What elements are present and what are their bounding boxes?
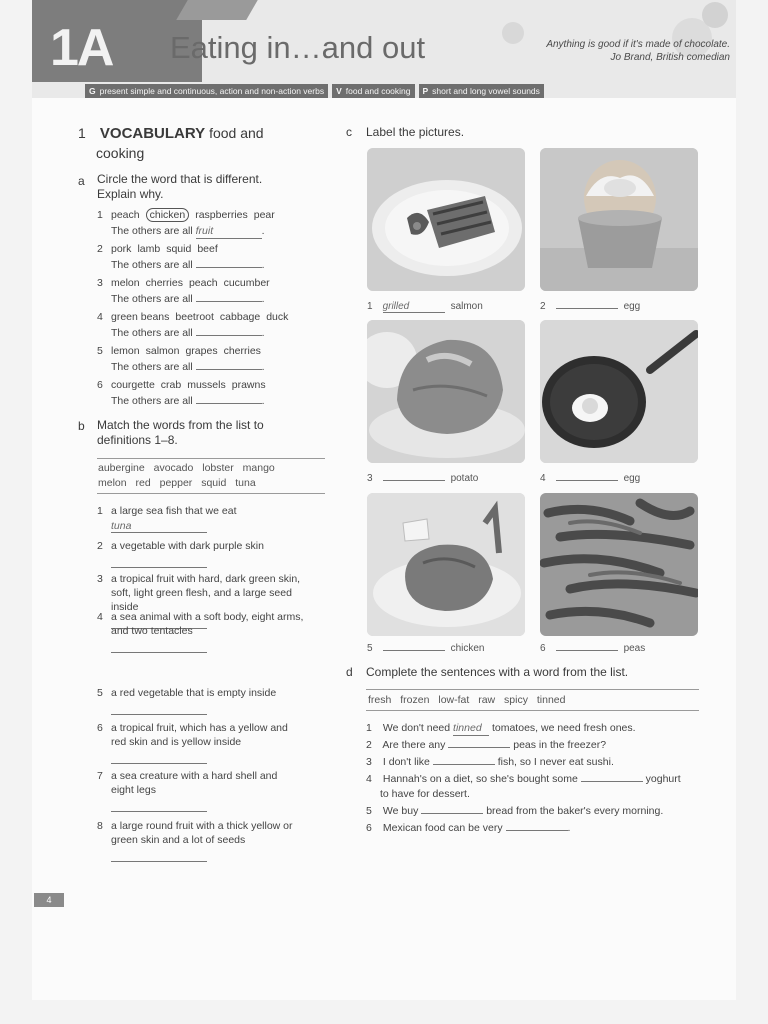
sentence-text: Hannah's on a diet, so she's bought some bbox=[382, 773, 578, 785]
item-number: 3 bbox=[97, 277, 103, 289]
option-word[interactable]: cucumber bbox=[223, 277, 270, 289]
answer-blank[interactable] bbox=[556, 308, 618, 309]
definition-line bbox=[97, 539, 264, 553]
sentence-text: bread from the baker's every morning. bbox=[486, 805, 664, 817]
item-number: 4 bbox=[540, 473, 546, 484]
tag-pronunciation: P short and long vowel sounds bbox=[419, 84, 544, 98]
explanation-prefix: The others are all bbox=[111, 327, 193, 339]
answer-blank[interactable] bbox=[383, 480, 445, 481]
option-word[interactable]: cabbage bbox=[219, 311, 261, 323]
option-word[interactable]: mussels bbox=[187, 379, 226, 391]
caption-word: potato bbox=[450, 473, 479, 484]
item-number: 4 bbox=[366, 773, 372, 785]
definition-text: eight legs bbox=[111, 784, 156, 796]
part-a-explanation: The others are all . bbox=[111, 259, 265, 271]
sentence-text: fish, so I never eat sushi. bbox=[497, 756, 614, 768]
item-number: 3 bbox=[366, 756, 372, 768]
definition-text: a tropical fruit with hard, dark green skin, bbox=[111, 573, 301, 585]
answer-blank[interactable] bbox=[196, 335, 262, 336]
answer-blank[interactable] bbox=[581, 781, 643, 782]
definition-item bbox=[97, 686, 276, 719]
answer-blank[interactable] bbox=[111, 798, 207, 812]
definition-item bbox=[97, 504, 237, 533]
answer-blank[interactable] bbox=[448, 747, 510, 748]
picture-caption bbox=[367, 473, 478, 484]
section-title-rest: food and bbox=[209, 125, 264, 141]
tag-vocabulary: V food and cooking bbox=[332, 84, 414, 98]
definition-line bbox=[97, 610, 303, 624]
option-word[interactable]: lemon bbox=[111, 345, 140, 357]
part-a-explanation: The others are all fruit . bbox=[111, 225, 265, 237]
sentence-4-cont: to have for dessert. bbox=[380, 788, 470, 800]
item-number: 8 bbox=[97, 820, 103, 832]
wordlist-rule-top bbox=[366, 689, 699, 690]
definition-line bbox=[97, 783, 277, 797]
answer-blank[interactable]: tuna bbox=[111, 519, 207, 533]
option-word[interactable]: salmon bbox=[145, 345, 180, 357]
part-c-letter: c bbox=[346, 125, 352, 139]
section-number: 1 bbox=[78, 125, 86, 141]
answer-blank[interactable] bbox=[196, 267, 262, 268]
item-number: 6 bbox=[97, 379, 103, 391]
definition-line bbox=[97, 504, 237, 518]
wordlist-line: aubergine avocado lobster mango bbox=[98, 462, 275, 474]
option-word[interactable]: peach bbox=[188, 277, 218, 289]
part-a-explanation: The others are all . bbox=[111, 293, 265, 305]
explanation-prefix: The others are all bbox=[111, 361, 193, 373]
definition-text: a large sea fish that we eat bbox=[111, 505, 237, 517]
wordlist-line: melon red pepper squid tuna bbox=[98, 477, 256, 489]
definition-text: and two tentacles bbox=[111, 625, 193, 637]
part-b-wordlist bbox=[98, 461, 275, 491]
option-word[interactable]: beetroot bbox=[175, 311, 214, 323]
item-number: 1 bbox=[97, 505, 103, 517]
sentence-text: Are there any bbox=[382, 739, 446, 751]
definition-text: inside bbox=[111, 601, 139, 613]
answer-blank[interactable] bbox=[433, 764, 495, 765]
answer-blank[interactable] bbox=[421, 813, 483, 814]
definition-line bbox=[97, 819, 293, 833]
unit-number: 1A bbox=[50, 19, 113, 77]
sentence-text: We don't need bbox=[382, 722, 451, 734]
definition-text: red skin and is yellow inside bbox=[111, 736, 242, 748]
option-word[interactable]: peach bbox=[111, 209, 140, 221]
sentence-4 bbox=[366, 772, 681, 786]
option-word[interactable]: beef bbox=[197, 243, 218, 255]
part-a-item bbox=[97, 378, 272, 392]
tag-bar bbox=[85, 84, 544, 98]
part-a-letter: a bbox=[78, 174, 85, 188]
definition-item bbox=[97, 819, 293, 866]
sentence-1 bbox=[366, 721, 636, 736]
answer-blank[interactable] bbox=[111, 554, 207, 568]
definition-text: a vegetable with dark purple skin bbox=[111, 540, 264, 552]
picture-caption bbox=[540, 473, 640, 484]
definition-text: a tropical fruit, which has a yellow and bbox=[111, 722, 288, 734]
option-word[interactable]: lamb bbox=[137, 243, 161, 255]
definition-line bbox=[97, 735, 288, 749]
item-number: 5 bbox=[366, 805, 372, 817]
answer-blank[interactable] bbox=[196, 301, 262, 302]
part-a-explanation: The others are all . bbox=[111, 327, 265, 339]
picture-caption bbox=[540, 301, 640, 312]
answer-blank[interactable]: grilled bbox=[383, 301, 445, 313]
item-number: 5 bbox=[97, 687, 103, 699]
option-word[interactable]: cherries bbox=[145, 277, 183, 289]
page-number: 4 bbox=[34, 893, 64, 907]
definition-text: a red vegetable that is empty inside bbox=[111, 687, 277, 699]
item-number: 2 bbox=[540, 301, 546, 312]
instruction-line: Match the words from the list to bbox=[97, 418, 264, 432]
definition-line bbox=[97, 769, 277, 783]
definition-item bbox=[97, 769, 277, 816]
item-number: 2 bbox=[366, 739, 372, 751]
definition-text: a sea creature with a hard shell and bbox=[111, 770, 278, 782]
definition-line bbox=[97, 721, 288, 735]
explanation-prefix: The others are all bbox=[111, 225, 193, 237]
option-word-circled[interactable]: chicken bbox=[146, 208, 190, 222]
definition-line bbox=[97, 572, 300, 586]
instruction-line: Circle the word that is different. bbox=[97, 172, 263, 186]
photo-fried-egg bbox=[540, 320, 698, 463]
item-number: 2 bbox=[97, 540, 103, 552]
photo-roast-chicken bbox=[367, 493, 525, 636]
option-word[interactable]: courgette bbox=[111, 379, 155, 391]
answer-blank[interactable] bbox=[111, 848, 207, 862]
sentence-2 bbox=[366, 738, 606, 752]
definition-item bbox=[97, 539, 264, 572]
wordlist-rule-bottom bbox=[366, 710, 699, 711]
option-word[interactable]: cherries bbox=[223, 345, 261, 357]
quote-author: Jo Brand, British comedian bbox=[610, 52, 730, 63]
caption-word: salmon bbox=[450, 301, 483, 312]
option-word[interactable]: melon bbox=[111, 277, 140, 289]
part-a-item bbox=[97, 242, 224, 256]
item-number: 7 bbox=[97, 770, 103, 782]
item-number: 4 bbox=[97, 311, 103, 323]
definition-line bbox=[97, 686, 276, 700]
caption-word: egg bbox=[623, 301, 641, 312]
answer-blank[interactable] bbox=[506, 830, 568, 831]
item-number: 6 bbox=[366, 822, 372, 834]
definition-item bbox=[97, 721, 288, 768]
option-word[interactable]: crab bbox=[160, 379, 182, 391]
sentence-text: We buy bbox=[382, 805, 419, 817]
item-number: 1 bbox=[367, 301, 373, 312]
part-a-item bbox=[97, 344, 267, 358]
part-d-wordlist: fresh frozen low-fat raw spicy tinned bbox=[368, 694, 566, 706]
wordlist-rule-bottom bbox=[97, 493, 325, 494]
wordlist-rule-top bbox=[97, 458, 325, 459]
caption-word: chicken bbox=[450, 643, 485, 654]
part-a-explanation: The others are all . bbox=[111, 361, 265, 373]
tag-grammar: G present simple and continuous, action and non-action verbs bbox=[85, 84, 328, 98]
item-number: 3 bbox=[97, 573, 103, 585]
item-number: 1 bbox=[97, 209, 103, 221]
instruction-line: Explain why. bbox=[97, 187, 164, 201]
part-a-item bbox=[97, 310, 294, 324]
photo-boiled-egg bbox=[540, 148, 698, 291]
sentence-5 bbox=[366, 804, 663, 818]
decor-bubble bbox=[702, 2, 728, 28]
definition-line bbox=[97, 833, 293, 847]
picture-caption bbox=[367, 301, 483, 313]
part-c-instruction: Label the pictures. bbox=[366, 125, 465, 139]
definition-text: soft, light green flesh, and a large seed bbox=[111, 587, 292, 599]
answer-blank[interactable] bbox=[111, 701, 207, 715]
sentence-text: tomatoes, we need fresh ones. bbox=[491, 722, 636, 734]
definition-text: a large round fruit with a thick yellow or bbox=[111, 820, 293, 832]
definition-item bbox=[97, 610, 303, 657]
sentence-text: peas in the freezer? bbox=[513, 739, 607, 751]
definition-line bbox=[97, 624, 303, 638]
answer-blank[interactable] bbox=[383, 650, 445, 651]
caption-word: egg bbox=[623, 473, 641, 484]
sentence-text: Mexican food can be very bbox=[382, 822, 503, 834]
photo-grilled-salmon bbox=[367, 148, 525, 291]
sentence-text: yoghurt bbox=[645, 773, 681, 785]
explanation-prefix: The others are all bbox=[111, 293, 193, 305]
part-a-instruction bbox=[97, 172, 262, 202]
part-a-item bbox=[97, 208, 281, 222]
option-word[interactable]: grapes bbox=[185, 345, 218, 357]
explanation-prefix: The others are all bbox=[111, 395, 193, 407]
sentence-text: . bbox=[567, 822, 571, 834]
item-number: 1 bbox=[366, 722, 372, 734]
quote-text: Anything is good if it's made of chocolate. bbox=[546, 39, 730, 50]
option-word[interactable]: raspberries bbox=[195, 209, 248, 221]
part-b-letter: b bbox=[78, 419, 85, 433]
item-number: 5 bbox=[97, 345, 103, 357]
photo-baked-potato bbox=[367, 320, 525, 463]
option-word[interactable]: duck bbox=[266, 311, 289, 323]
part-a-explanation: The others are all . bbox=[111, 395, 265, 407]
option-word[interactable]: green beans bbox=[111, 311, 170, 323]
section-title-line2: cooking bbox=[96, 145, 145, 161]
part-b-instruction bbox=[97, 418, 264, 448]
definition-text: green skin and a lot of seeds bbox=[111, 834, 246, 846]
part-a-item bbox=[97, 276, 276, 290]
explanation-prefix: The others are all bbox=[111, 259, 193, 271]
option-word[interactable]: prawns bbox=[231, 379, 266, 391]
option-word[interactable]: pear bbox=[253, 209, 275, 221]
answer-blank[interactable] bbox=[111, 750, 207, 764]
definition-line bbox=[97, 586, 300, 600]
item-number: 3 bbox=[367, 473, 373, 484]
item-number: 6 bbox=[540, 643, 546, 654]
item-number: 6 bbox=[97, 722, 103, 734]
picture-caption bbox=[367, 643, 484, 654]
option-word[interactable]: squid bbox=[166, 243, 192, 255]
sentence-6 bbox=[366, 821, 570, 835]
quote bbox=[546, 38, 730, 64]
section-heading bbox=[78, 125, 264, 142]
option-word[interactable]: pork bbox=[111, 243, 132, 255]
caption-word: peas bbox=[623, 643, 646, 654]
photo-peas bbox=[540, 493, 698, 636]
banner-corner bbox=[176, 0, 258, 20]
part-d-instruction: Complete the sentences with a word from the list. bbox=[366, 665, 629, 679]
item-number: 4 bbox=[97, 611, 103, 623]
picture-caption bbox=[540, 643, 645, 654]
item-number: 2 bbox=[97, 243, 103, 255]
definition-text: a sea animal with a soft body, eight arms, bbox=[111, 611, 304, 623]
sentence-3 bbox=[366, 755, 614, 769]
sentence-text: I don't like bbox=[382, 756, 430, 768]
page-title: Eating in…and out bbox=[170, 30, 426, 65]
instruction-line: definitions 1–8. bbox=[97, 433, 178, 447]
answer-blank[interactable]: fruit bbox=[196, 224, 262, 239]
part-d-letter: d bbox=[346, 665, 353, 679]
section-title-bold: VOCABULARY bbox=[99, 125, 206, 142]
answer-blank[interactable] bbox=[196, 403, 262, 404]
decor-bubble bbox=[502, 22, 524, 44]
answer-blank[interactable] bbox=[111, 639, 207, 653]
answer-blank[interactable] bbox=[556, 650, 618, 651]
item-number: 5 bbox=[367, 643, 373, 654]
answer-blank[interactable] bbox=[556, 480, 618, 481]
answer-blank[interactable] bbox=[196, 369, 262, 370]
answer-blank[interactable]: tinned bbox=[453, 721, 489, 736]
